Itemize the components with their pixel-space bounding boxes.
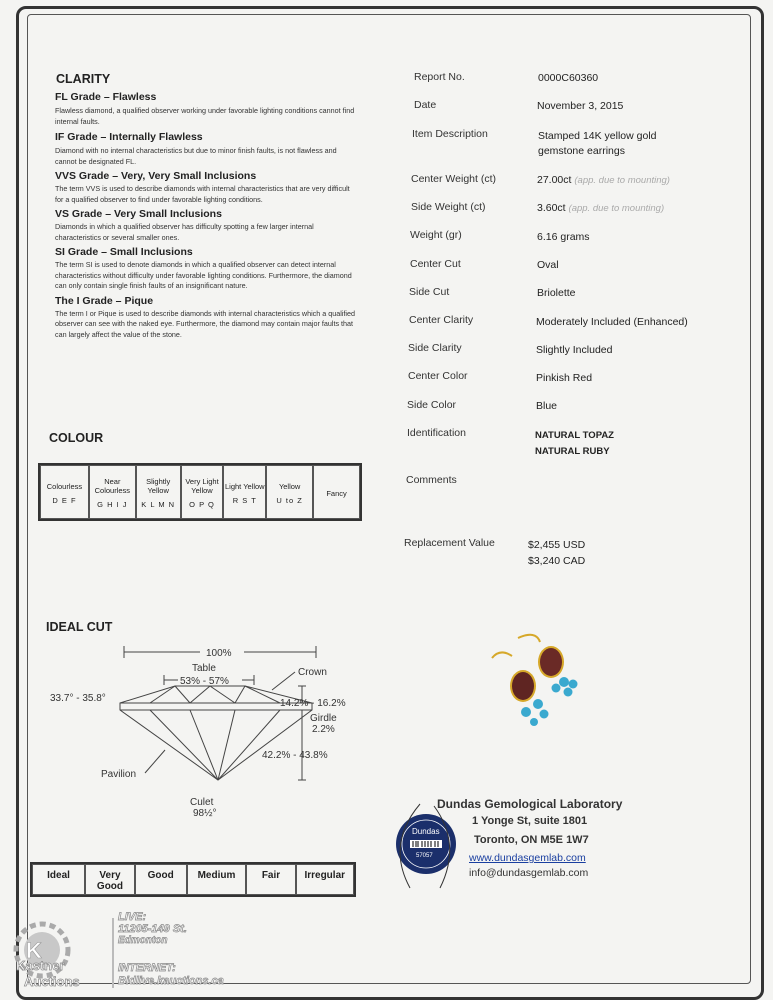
table-range: 53% - 57%	[180, 676, 229, 687]
colour-cell-grades: R S T	[232, 495, 257, 505]
svg-text:K: K	[26, 938, 42, 963]
colour-scale	[38, 463, 362, 521]
culet-value: 98½°	[193, 808, 217, 819]
colour-cell-grades: U to Z	[276, 495, 303, 505]
grade-name: FL Grade – Flawless	[55, 91, 157, 103]
center-clarity-value: Moderately Included (Enhanced)	[536, 316, 688, 328]
colour-cell-grades: G H I J	[97, 500, 128, 509]
cut-grade-cell: Very Good	[85, 864, 135, 895]
colour-cell-grades: O P Q	[189, 500, 215, 509]
lab-seal	[390, 800, 470, 890]
seal-number: 57057	[416, 853, 433, 859]
clarity-title: CLARITY	[56, 72, 111, 86]
identification-value-2: NATURAL RUBY	[535, 446, 610, 457]
cut-grade-scale	[30, 862, 356, 897]
identification-value-1: NATURAL TOPAZ	[535, 430, 614, 441]
clarity-grade	[55, 208, 360, 243]
clarity-grades	[55, 91, 360, 340]
side-weight-field	[537, 201, 664, 216]
cut-grade-cell: Fair	[246, 864, 295, 895]
item-description-label: Item Description	[412, 128, 488, 140]
side-weight-note: (app. due to mounting)	[568, 203, 665, 214]
table-label: Table	[192, 663, 216, 674]
grade-name: The I Grade – Pique	[55, 294, 154, 307]
replacement-usd: $2,455 USD	[528, 539, 586, 551]
grade-description: Diamond with no internal characteristics but due to minor finish faults, is not flawless and cannot be designated FL.	[55, 146, 337, 166]
girdle-label: Girdle	[310, 713, 337, 724]
date-label: Date	[414, 99, 437, 111]
colour-cell-name: Fancy	[326, 488, 347, 498]
date-value: November 3, 2015	[537, 100, 624, 112]
side-cut-label: Side Cut	[409, 286, 450, 298]
center-cut-label: Center Cut	[410, 258, 461, 270]
logo-text-2: Auctions	[24, 974, 80, 989]
pavilion-depth: 42.2% - 43.8%	[262, 750, 328, 761]
clarity-grade	[55, 246, 360, 292]
identification-label: Identification	[407, 427, 466, 439]
ideal-cut-title: IDEAL CUT	[46, 620, 113, 634]
lab-address-2: Toronto, ON M5E 1W7	[474, 834, 589, 846]
lab-email: info@dundasgemlab.com	[469, 867, 589, 879]
colour-cell	[181, 465, 224, 519]
auction-internet-info	[118, 962, 224, 988]
internet-url[interactable]: Bidlive.kauctions.ca	[118, 975, 224, 987]
grade-description: The term I or Pique is used to describe diamonds with internal characteristics which a qualified observer can see with the naked eye. Furthermore, the diamond may contain major faults that can largely affect the value of the stone.	[55, 308, 356, 339]
crown-angle: 33.7° - 35.8°	[50, 693, 106, 704]
colour-cell-name: Very Light Yellow	[185, 477, 219, 495]
colour-cell-name: Light Yellow	[224, 481, 265, 491]
cut-grade-cell: Good	[135, 864, 187, 895]
center-weight-note: (app. due to mounting)	[574, 175, 670, 186]
grade-name: VS Grade – Very Small Inclusions	[55, 208, 222, 220]
colour-cell-name: Colourless	[46, 481, 83, 491]
item-description-line1: Stamped 14K yellow gold	[538, 130, 657, 142]
pavilion-label: Pavilion	[101, 769, 137, 780]
replacement-value-label: Replacement Value	[404, 537, 495, 549]
side-weight-label: Side Weight (ct)	[411, 201, 486, 213]
side-clarity-value: Slightly Included	[536, 344, 613, 356]
crown-height: 14.2% - 16.2%	[280, 698, 346, 709]
lab-website-link[interactable]: www.dundasgemlab.com	[469, 852, 586, 864]
cut-grade-cell: Medium	[187, 864, 247, 895]
lab-name: Dundas Gemological Laboratory	[437, 797, 623, 811]
grade-description: Flawless diamond, a qualified observer working under favorable lighting conditions cannot find internal faults.	[55, 106, 355, 126]
auction-live-info	[118, 911, 187, 947]
weight-value: 6.16 grams	[537, 231, 590, 243]
kastner-logo	[6, 912, 114, 990]
center-color-value: Pinkish Red	[536, 372, 593, 384]
colour-cell-name: Near Colourless	[94, 477, 131, 495]
center-weight-label: Center Weight (ct)	[411, 173, 496, 185]
clarity-grade	[55, 295, 360, 341]
item-description-line2: gemstone earrings	[538, 145, 625, 157]
side-cut-value: Briolette	[537, 287, 576, 299]
clarity-grade	[55, 170, 360, 205]
cut-grade-cell: Irregular	[296, 864, 355, 895]
earrings-photo	[478, 630, 588, 730]
side-color-label: Side Color	[407, 399, 457, 411]
side-weight-value: 3.60ct	[537, 202, 566, 214]
replacement-cad: $3,240 CAD	[528, 555, 586, 567]
center-clarity-label: Center Clarity	[409, 314, 474, 326]
center-weight-value: 27.00ct	[537, 174, 572, 186]
width-label: 100%	[206, 648, 232, 659]
grade-name: IF Grade – Internally Flawless	[55, 131, 203, 143]
colour-cell	[89, 465, 136, 519]
report-no-label: Report No.	[414, 71, 465, 83]
culet-label: Culet	[190, 797, 214, 808]
colour-cell	[266, 465, 313, 519]
colour-cell-grades: D E F	[52, 495, 77, 505]
colour-cell	[313, 465, 360, 519]
watermark-divider	[112, 918, 114, 988]
center-cut-value: Oval	[537, 259, 559, 271]
colour-cell-name: Slightly Yellow	[146, 477, 171, 495]
diamond-diagram	[40, 640, 370, 820]
internet-label: INTERNET:	[118, 962, 176, 974]
side-clarity-label: Side Clarity	[408, 342, 462, 354]
live-label: LIVE:	[118, 911, 147, 923]
grade-description: The term SI is used to denote diamonds in which a qualified observer can detect internal characteristics without difficulty under favorable lighting conditions. Furthermore, the diamond can only contain single finish faults of an insignificant nature.	[55, 260, 352, 290]
comments-label: Comments	[406, 474, 457, 486]
lab-address-1: 1 Yonge St, suite 1801	[472, 815, 588, 827]
clarity-grade	[55, 91, 360, 127]
clarity-grade	[55, 131, 360, 167]
colour-cell-grades: K L M N	[141, 500, 176, 509]
grade-description: The term VVS is used to describe diamonds with internal characteristics that are very difficult for a qualified observer to find under favorable lighting conditions.	[55, 184, 350, 204]
report-no-value: 0000C60360	[538, 72, 599, 84]
grade-name: VVS Grade – Very, Very Small Inclusions	[55, 170, 257, 182]
live-address-1: 11205-149 St.	[118, 923, 187, 935]
side-color-value: Blue	[536, 400, 558, 412]
girdle-value: 2.2%	[312, 724, 335, 735]
logo-text-1: Kastner	[16, 958, 65, 973]
colour-cell	[40, 465, 89, 519]
weight-label: Weight (gr)	[410, 229, 462, 241]
seal-text: Dundas	[412, 827, 440, 836]
colour-title: COLOUR	[49, 431, 104, 445]
live-address-2: Edmonton	[118, 935, 168, 946]
cut-grade-cell: Ideal	[32, 864, 85, 895]
center-color-label: Center Color	[408, 370, 468, 382]
center-weight-field	[537, 173, 670, 188]
colour-cell-name: Yellow	[278, 481, 301, 491]
colour-cell	[223, 465, 266, 519]
grade-name: SI Grade – Small Inclusions	[55, 246, 193, 258]
grade-description: Diamonds in which a qualified observer has difficulty spotting a few larger internal characteristics or several smaller ones.	[55, 222, 314, 242]
colour-cell	[136, 465, 181, 519]
crown-label: Crown	[298, 667, 327, 678]
